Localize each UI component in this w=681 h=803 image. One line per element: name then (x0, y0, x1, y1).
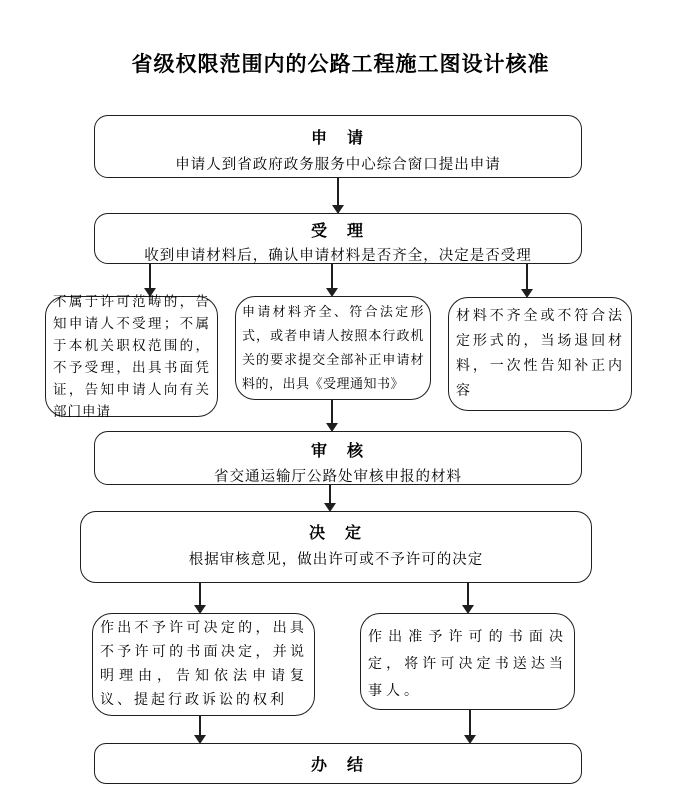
node-decision-heading: 决 定 (308, 525, 363, 542)
node-apply-heading: 申 请 (310, 130, 365, 147)
arrow-shaft (526, 264, 528, 291)
node-deny-decision-body: 作出不予许可决定的，出具不予许可的书面决定，并说明理由，告知依法申请复议、提起行政诉讼的权利 (100, 620, 307, 708)
node-apply-body: 申请人到省政府政务服务中心综合窗口提出申请 (175, 157, 501, 173)
page-title: 省级权限范围内的公路工程施工图设计核准 (131, 52, 550, 76)
node-review-body: 省交通运输厅公路处审核申报的材料 (214, 469, 462, 485)
arrow-shaft (199, 583, 201, 607)
node-finish (94, 743, 582, 784)
arrow-accept-to-ok (325, 264, 339, 297)
node-apply (94, 115, 582, 178)
arrow-shaft (337, 178, 339, 207)
node-finish-heading: 办 结 (310, 757, 365, 774)
arrow-shaft (329, 485, 331, 505)
arrow-decision-to-deny (193, 583, 207, 614)
node-decision (80, 511, 592, 583)
node-grant-decision-body: 作出准予许可的书面决定，将许可决定书送达当事人。 (368, 630, 567, 699)
arrow-ok-to-review (325, 400, 339, 432)
arrow-shaft (331, 264, 333, 290)
node-materials-incomplete-body: 材料不齐全或不符合法定形式的，当场退回材料，一次性告知补正内容 (456, 309, 624, 399)
arrow-shaft (469, 710, 471, 737)
arrow-accept-to-incomplete (520, 264, 534, 298)
arrow-apply-to-accept (331, 178, 345, 214)
node-review-heading: 审 核 (310, 443, 365, 460)
node-materials-complete (235, 296, 431, 400)
arrow-deny-to-finish (193, 716, 207, 744)
node-deny-decision (92, 613, 315, 716)
arrow-shaft (199, 716, 201, 737)
arrow-shaft (331, 400, 333, 425)
node-materials-incomplete (448, 297, 632, 411)
node-materials-complete-body: 申请材料齐全、符合法定形式，或者申请人按照本行政机关的要求提交全部补正申请材料的，出具《受理通知书》 (242, 304, 424, 391)
node-review (94, 431, 582, 485)
node-decision-body: 根据审核意见，做出许可或不予许可的决定 (188, 552, 484, 568)
arrow-review-to-decision (323, 485, 337, 512)
node-accept (94, 213, 582, 264)
node-accept-heading: 受 理 (310, 223, 365, 240)
node-not-in-scope (45, 293, 218, 419)
arrow-grant-to-finish (463, 710, 477, 744)
node-grant-decision (360, 613, 575, 710)
arrow-shaft (467, 583, 469, 607)
node-not-in-scope-body: 不属于许可范畴的，告知申请人不受理；不属于本机关职权范围的，不予受理，出具书面凭证，告知申请人向有关部门申请 (53, 293, 210, 419)
node-accept-body: 收到申请材料后，确认申请材料是否齐全，决定是否受理 (144, 248, 532, 264)
arrow-shaft (149, 264, 151, 290)
arrow-decision-to-grant (461, 583, 475, 614)
